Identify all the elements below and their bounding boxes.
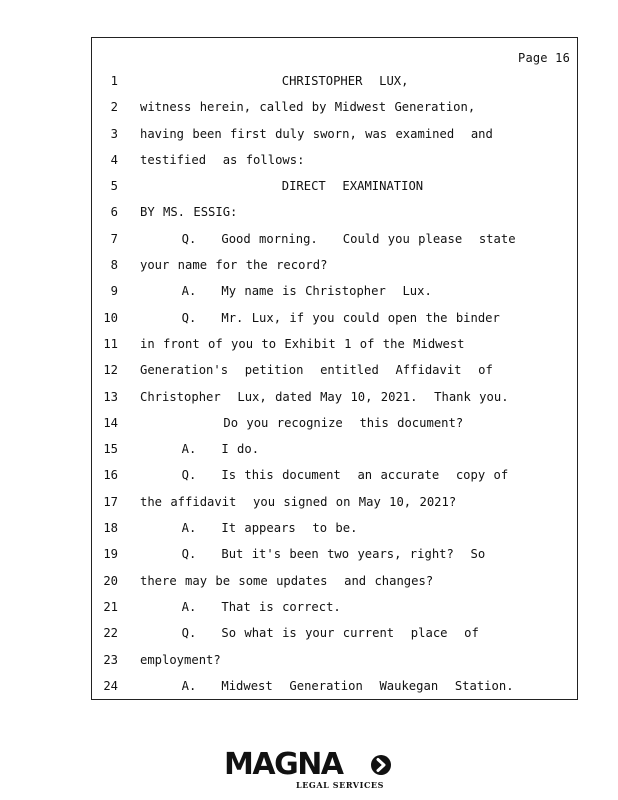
line-text: the affidavit you signed on May 10, 2021? [140,494,457,509]
transcript-line [92,384,577,410]
chevron-right-circle-icon [370,754,392,776]
line-text: Q. But it's been two years, right? So [140,547,486,562]
line-number: 1 [110,74,118,88]
line-text: employment? [140,652,221,667]
transcript-line [92,673,577,699]
line-text: witness herein, called by Midwest Generation, [140,100,476,115]
magna-logo [224,748,396,792]
line-text: DIRECT EXAMINATION [140,179,424,194]
line-text: in front of you to Exhibit 1 of the Midwest [140,336,465,351]
line-number: 16 [103,468,118,483]
transcript-line [92,568,577,594]
transcript-line [92,252,577,278]
line-text: Q. Mr. Lux, if you could open the binder [140,310,500,325]
line-text: having been first duly sworn, was examined and [140,126,493,141]
line-number: 15 [103,442,118,457]
line-number: 4 [110,152,118,167]
line-number: 5 [110,179,118,194]
line-number: 13 [103,389,118,404]
transcript-line [92,94,577,120]
line-number: 9 [110,284,118,299]
line-text: A. I do. [140,442,260,457]
line-text: testified as follows: [140,152,305,167]
line-text: your name for the record? [140,258,328,273]
transcript-line [92,226,577,252]
line-text: A. Midwest Generation Waukegan Station. [140,678,514,693]
line-number: 8 [110,258,118,273]
line-text: Do you recognize this document? [140,415,464,430]
logo-subtitle: LEGAL SERVICES [296,780,385,790]
transcript-line [92,199,577,225]
transcript-line [92,620,577,646]
transcript-line [92,68,577,94]
transcript-line [92,489,577,515]
transcript-line [92,436,577,462]
line-text: Christopher Lux, dated May 10, 2021. Thank you. [140,389,509,404]
transcript-lines [92,68,577,699]
transcript-page [91,37,578,700]
page-number: Page 16 [518,51,570,65]
transcript-line [92,541,577,567]
line-text: Q. Is this document an accurate copy of [140,468,509,483]
transcript-line [92,173,577,199]
line-number: 2 [110,100,118,115]
line-number: 23 [103,652,118,667]
line-text: Q. So what is your current place of [140,626,479,641]
transcript-line [92,515,577,541]
transcript-line [92,647,577,673]
line-text: CHRISTOPHER LUX, [140,74,409,88]
line-number: 19 [103,547,118,562]
line-number: 18 [103,521,118,536]
transcript-line [92,462,577,488]
line-number: 11 [103,336,118,351]
line-number: 3 [110,126,118,141]
line-text: Q. Good morning. Could you please state [140,231,516,246]
line-number: 12 [103,363,118,378]
transcript-line [92,357,577,383]
transcript-line [92,121,577,147]
transcript-line [92,410,577,436]
transcript-line [92,305,577,331]
line-text: A. It appears to be. [140,521,358,536]
transcript-line [92,278,577,304]
transcript-line [92,594,577,620]
line-number: 22 [103,626,118,641]
line-text: A. My name is Christopher Lux. [140,284,432,299]
line-text: A. That is correct. [140,599,341,614]
line-number: 14 [103,415,118,430]
line-number: 6 [110,205,118,220]
line-number: 24 [103,678,118,693]
line-number: 10 [103,310,118,325]
line-text: Generation's petition entitled Affidavit of [140,363,493,378]
line-number: 7 [110,231,118,246]
line-number: 20 [103,573,118,588]
transcript-line [92,331,577,357]
transcript-line [92,147,577,173]
line-text: there may be some updates and changes? [140,573,434,588]
logo-wordmark: MAGNA [224,747,343,782]
line-number: 21 [103,599,118,614]
line-number: 17 [103,494,118,509]
line-text: BY MS. ESSIG: [140,205,238,220]
